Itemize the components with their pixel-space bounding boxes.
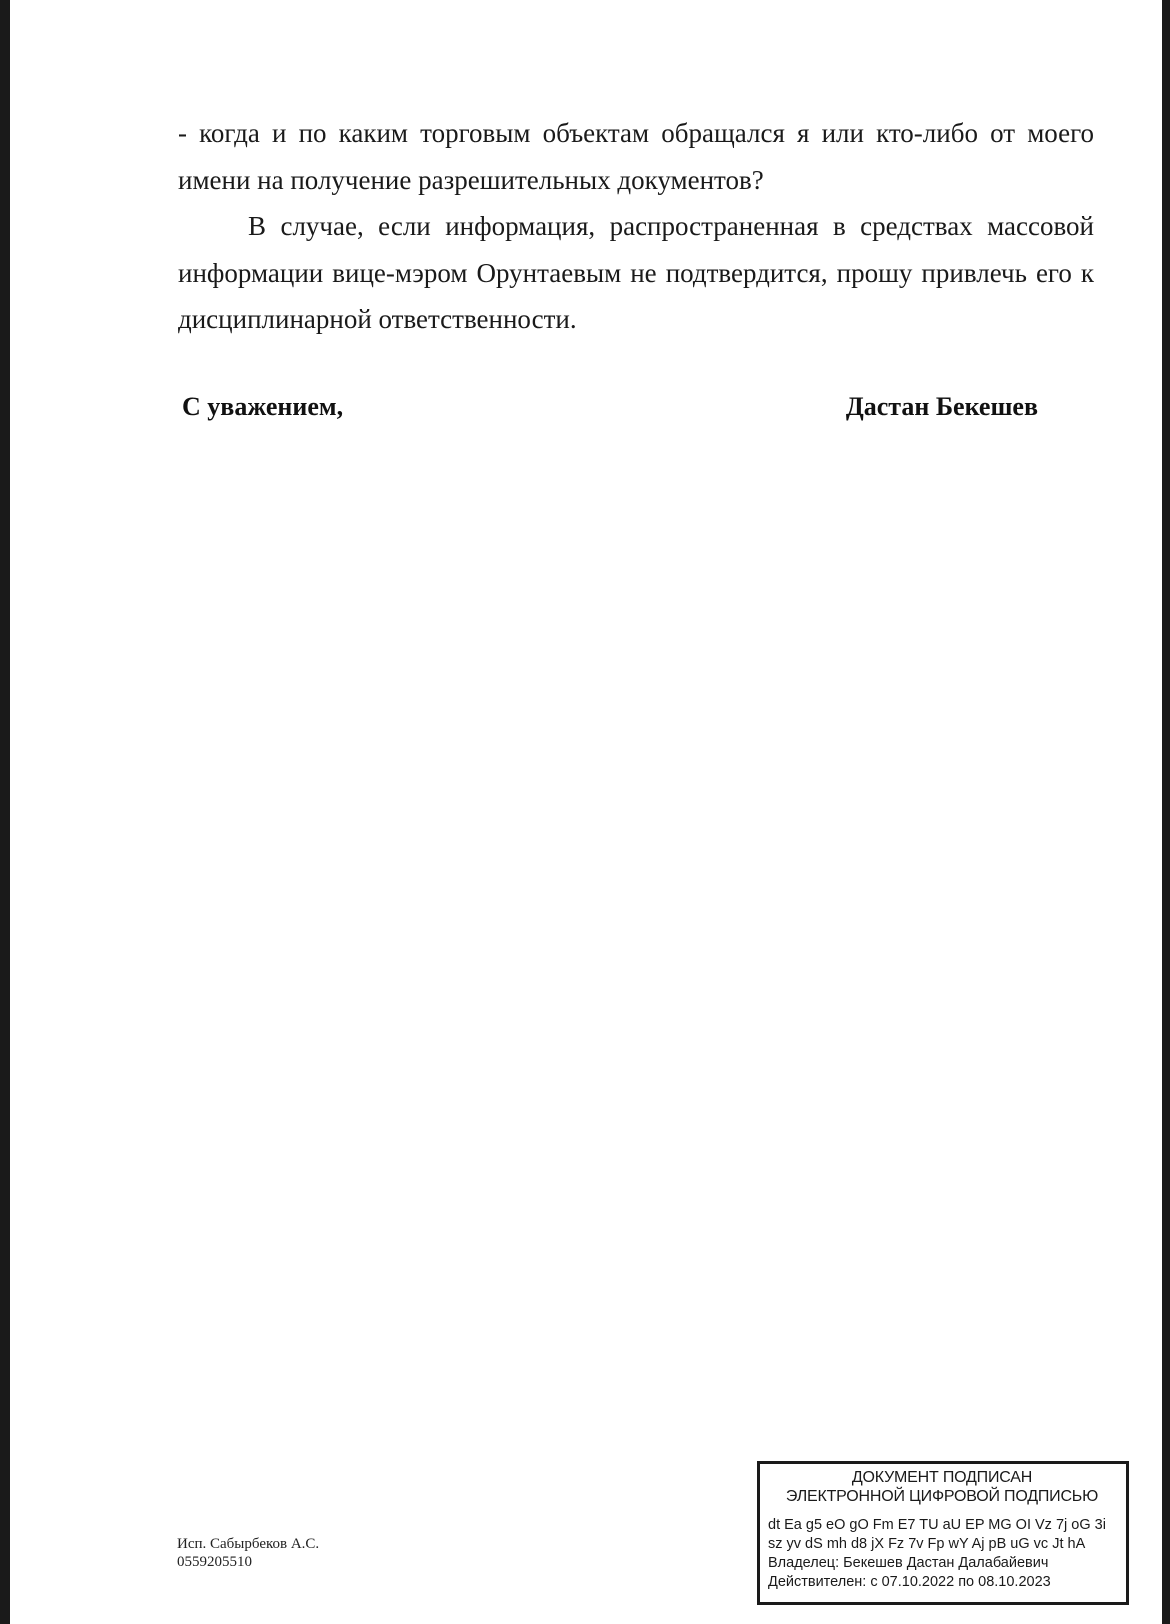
document-page bbox=[10, 0, 1162, 1624]
closing-salutation: С уважением, bbox=[182, 392, 344, 421]
stamp-key-line-1: dt Ea g5 eO gO Fm E7 TU aU EP MG OI Vz 7j oG 3i bbox=[768, 1517, 1106, 1533]
stamp-details bbox=[768, 1516, 1116, 1592]
signatory-name: Дастан Бекешев bbox=[845, 392, 1038, 421]
digital-signature-stamp bbox=[757, 1461, 1129, 1605]
stamp-validity: Действителен: с 07.10.2022 по 08.10.2023 bbox=[768, 1574, 1051, 1590]
stamp-title-line-1: ДОКУМЕНТ ПОДПИСАН bbox=[851, 1469, 1033, 1486]
paragraph-question: - когда и по каким торговым объектам обращался я или кто-либо от моего имени на получение разрешительных документов? bbox=[178, 118, 1094, 195]
executor-name: Исп. Сабырбеков А.С. bbox=[177, 1536, 320, 1552]
paragraph-request: В случае, если информация, распространенная в средствах массовой информации вице-мэром Орунтаевым не подтвердится, прошу привлечь его к дисциплинарной ответственности. bbox=[178, 211, 1094, 334]
executor-info bbox=[177, 1535, 319, 1571]
executor-phone: 0559205510 bbox=[177, 1554, 252, 1570]
stamp-title bbox=[768, 1468, 1116, 1506]
stamp-key-line-2: sz yv dS mh d8 jX Fz 7v Fp wY Aj pB uG vc Jt hA bbox=[768, 1536, 1086, 1552]
letter-body bbox=[178, 110, 1094, 343]
stamp-title-line-2: ЭЛЕКТРОННОЙ ЦИФРОВОЙ ПОДПИСЬЮ bbox=[785, 1488, 1099, 1505]
stamp-owner: Владелец: Бекешев Дастан Далабайевич bbox=[768, 1555, 1049, 1571]
